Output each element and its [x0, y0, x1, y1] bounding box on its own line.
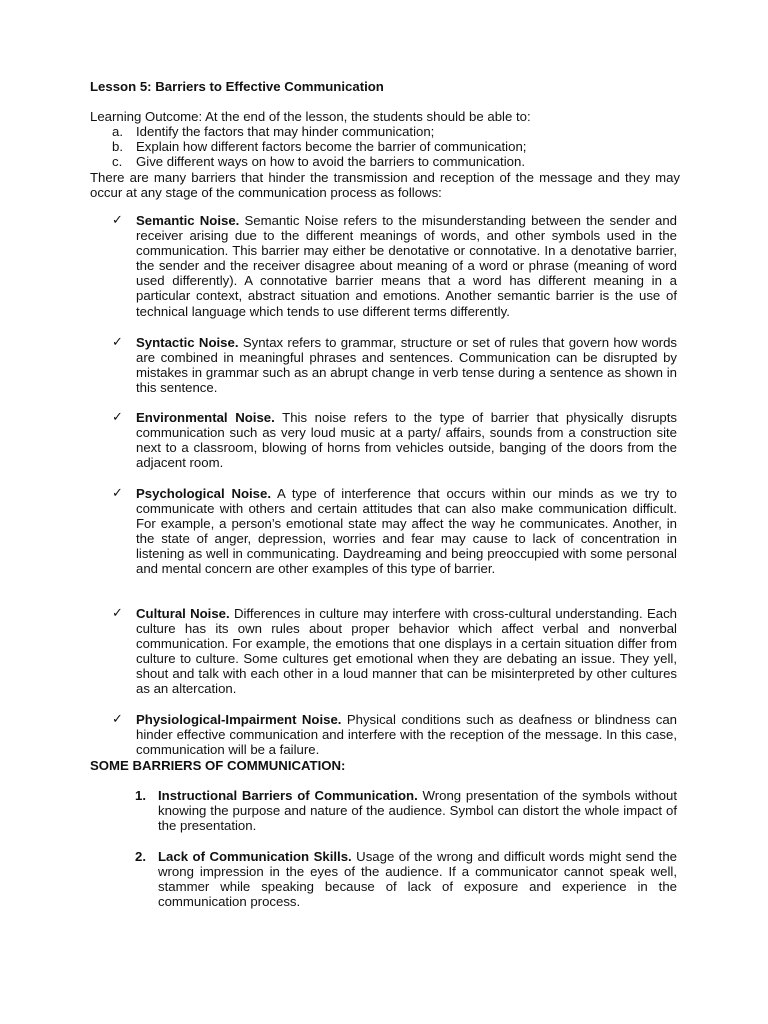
barrier-body: [158, 788, 677, 833]
outcome-marker: a.: [112, 124, 123, 140]
outcome-text: Identify the factors that may hinder communication;: [136, 124, 435, 140]
checkmark-icon: ✓: [112, 712, 123, 727]
outcome-item: [90, 154, 680, 169]
noise-term: Semantic Noise.: [136, 213, 240, 228]
noise-body: [136, 410, 677, 470]
noise-text: This noise refers to the type of barrier that physically disrupts communication such as very loud music at a party/ affairs, sounds from a construction site next to a classroom, blowing of horns from vehicles outside, banging of the doors from the adjacent room.: [136, 410, 677, 471]
noise-text: Differences in culture may interfere with cross-cultural understanding. Each culture has its own rules about proper behavior which affect verbal and nonverbal communication. For example, the emotions that one displays in a certain situation differ from culture to culture. Some cultures get emotional when they are debating an issue. They yell, shout and talk with each other in a loud manner that can be misinterpreted by other cultures as an altercation.: [136, 606, 677, 697]
noise-term: Physiological-Impairment Noise.: [136, 712, 342, 727]
barrier-term: Lack of Communication Skills.: [158, 849, 352, 864]
noise-body: [136, 712, 677, 757]
noise-body: [136, 335, 677, 395]
noise-text: Physical conditions such as deafness or blindness can hinder effective communication and interfere with the reception of the message. In this case, communication will be a failure.: [136, 712, 678, 758]
barrier-body: [158, 849, 677, 909]
checkmark-icon: ✓: [112, 213, 123, 228]
barriers-heading: SOME BARRIERS OF COMMUNICATION:: [90, 758, 346, 773]
barrier-number: 1.: [135, 788, 146, 803]
noise-text: Syntax refers to grammar, structure or set of rules that govern how words are combined in meaningful phrases and sentences. Communication can be disrupted by mistakes in grammar such as an abrupt change in verb tense during a sentence as shown in this sentence.: [136, 335, 677, 396]
checkmark-icon: ✓: [112, 335, 123, 350]
barrier-term: Instructional Barriers of Communication.: [158, 788, 418, 803]
intro-paragraph: There are many barriers that hinder the transmission and reception of the message and they may occur at any stage of the communication process as follows:: [90, 170, 680, 201]
noise-term: Cultural Noise.: [136, 606, 230, 621]
barrier-text: Usage of the wrong and difficult words might send the wrong impression in the eyes of the audience. If a communicator cannot speak well, stammer while speaking because of lack of exposure and experience in the communication process.: [158, 849, 677, 910]
noise-text: Semantic Noise refers to the misunderstanding between the sender and receiver arising due to the different meanings of words, and other symbols used in the communication. This barrier may either be denotative or connotative. In a denotative barrier, the sender and the receiver disagree about meaning of a word or phrase (meaning of word used differently). A connotative barrier means that a word has different meaning in a particular context, abstract situation and emotions. Another semantic barrier is the use of technical language which tends to use different terms differently.: [136, 213, 677, 319]
outcome-item: [90, 139, 680, 154]
outcome-text: Explain how different factors become the barrier of communication;: [136, 139, 527, 155]
barrier-number: 2.: [135, 849, 146, 864]
noise-text: A type of interference that occurs within our minds as we try to communicate with others and certain attitudes that can also make communication difficult. For example, a person’s emotional state may affect the way he communicates. Another, in the state of anger, depression, worries and fear may cause to lack of concentration in listening as well in communicating. Daydreaming and being preoccupied with some personal and mental concern are other examples of this type of barrier.: [136, 486, 677, 577]
noise-body: [136, 606, 677, 697]
checkmark-icon: ✓: [112, 606, 123, 621]
noise-body: [136, 486, 677, 577]
outcome-marker: c.: [112, 154, 123, 170]
noise-term: Syntactic Noise.: [136, 335, 239, 350]
checkmark-icon: ✓: [112, 486, 123, 501]
noise-term: Psychological Noise.: [136, 486, 272, 501]
noise-body: [136, 213, 677, 319]
outcome-text: Give different ways on how to avoid the barriers to communication.: [136, 154, 525, 170]
outcome-item: [90, 124, 680, 139]
barrier-text: Wrong presentation of the symbols without knowing the purpose and nature of the audience. Symbol can distort the whole impact of the presentation.: [158, 788, 677, 834]
learning-outcome-intro: Learning Outcome: At the end of the lesson, the students should be able to:: [90, 109, 531, 124]
checkmark-icon: ✓: [112, 410, 123, 425]
learning-outcome-section: [90, 109, 680, 169]
lesson-title: Lesson 5: Barriers to Effective Communication: [90, 79, 384, 94]
outcome-marker: b.: [112, 139, 123, 155]
noise-term: Environmental Noise.: [136, 410, 275, 425]
